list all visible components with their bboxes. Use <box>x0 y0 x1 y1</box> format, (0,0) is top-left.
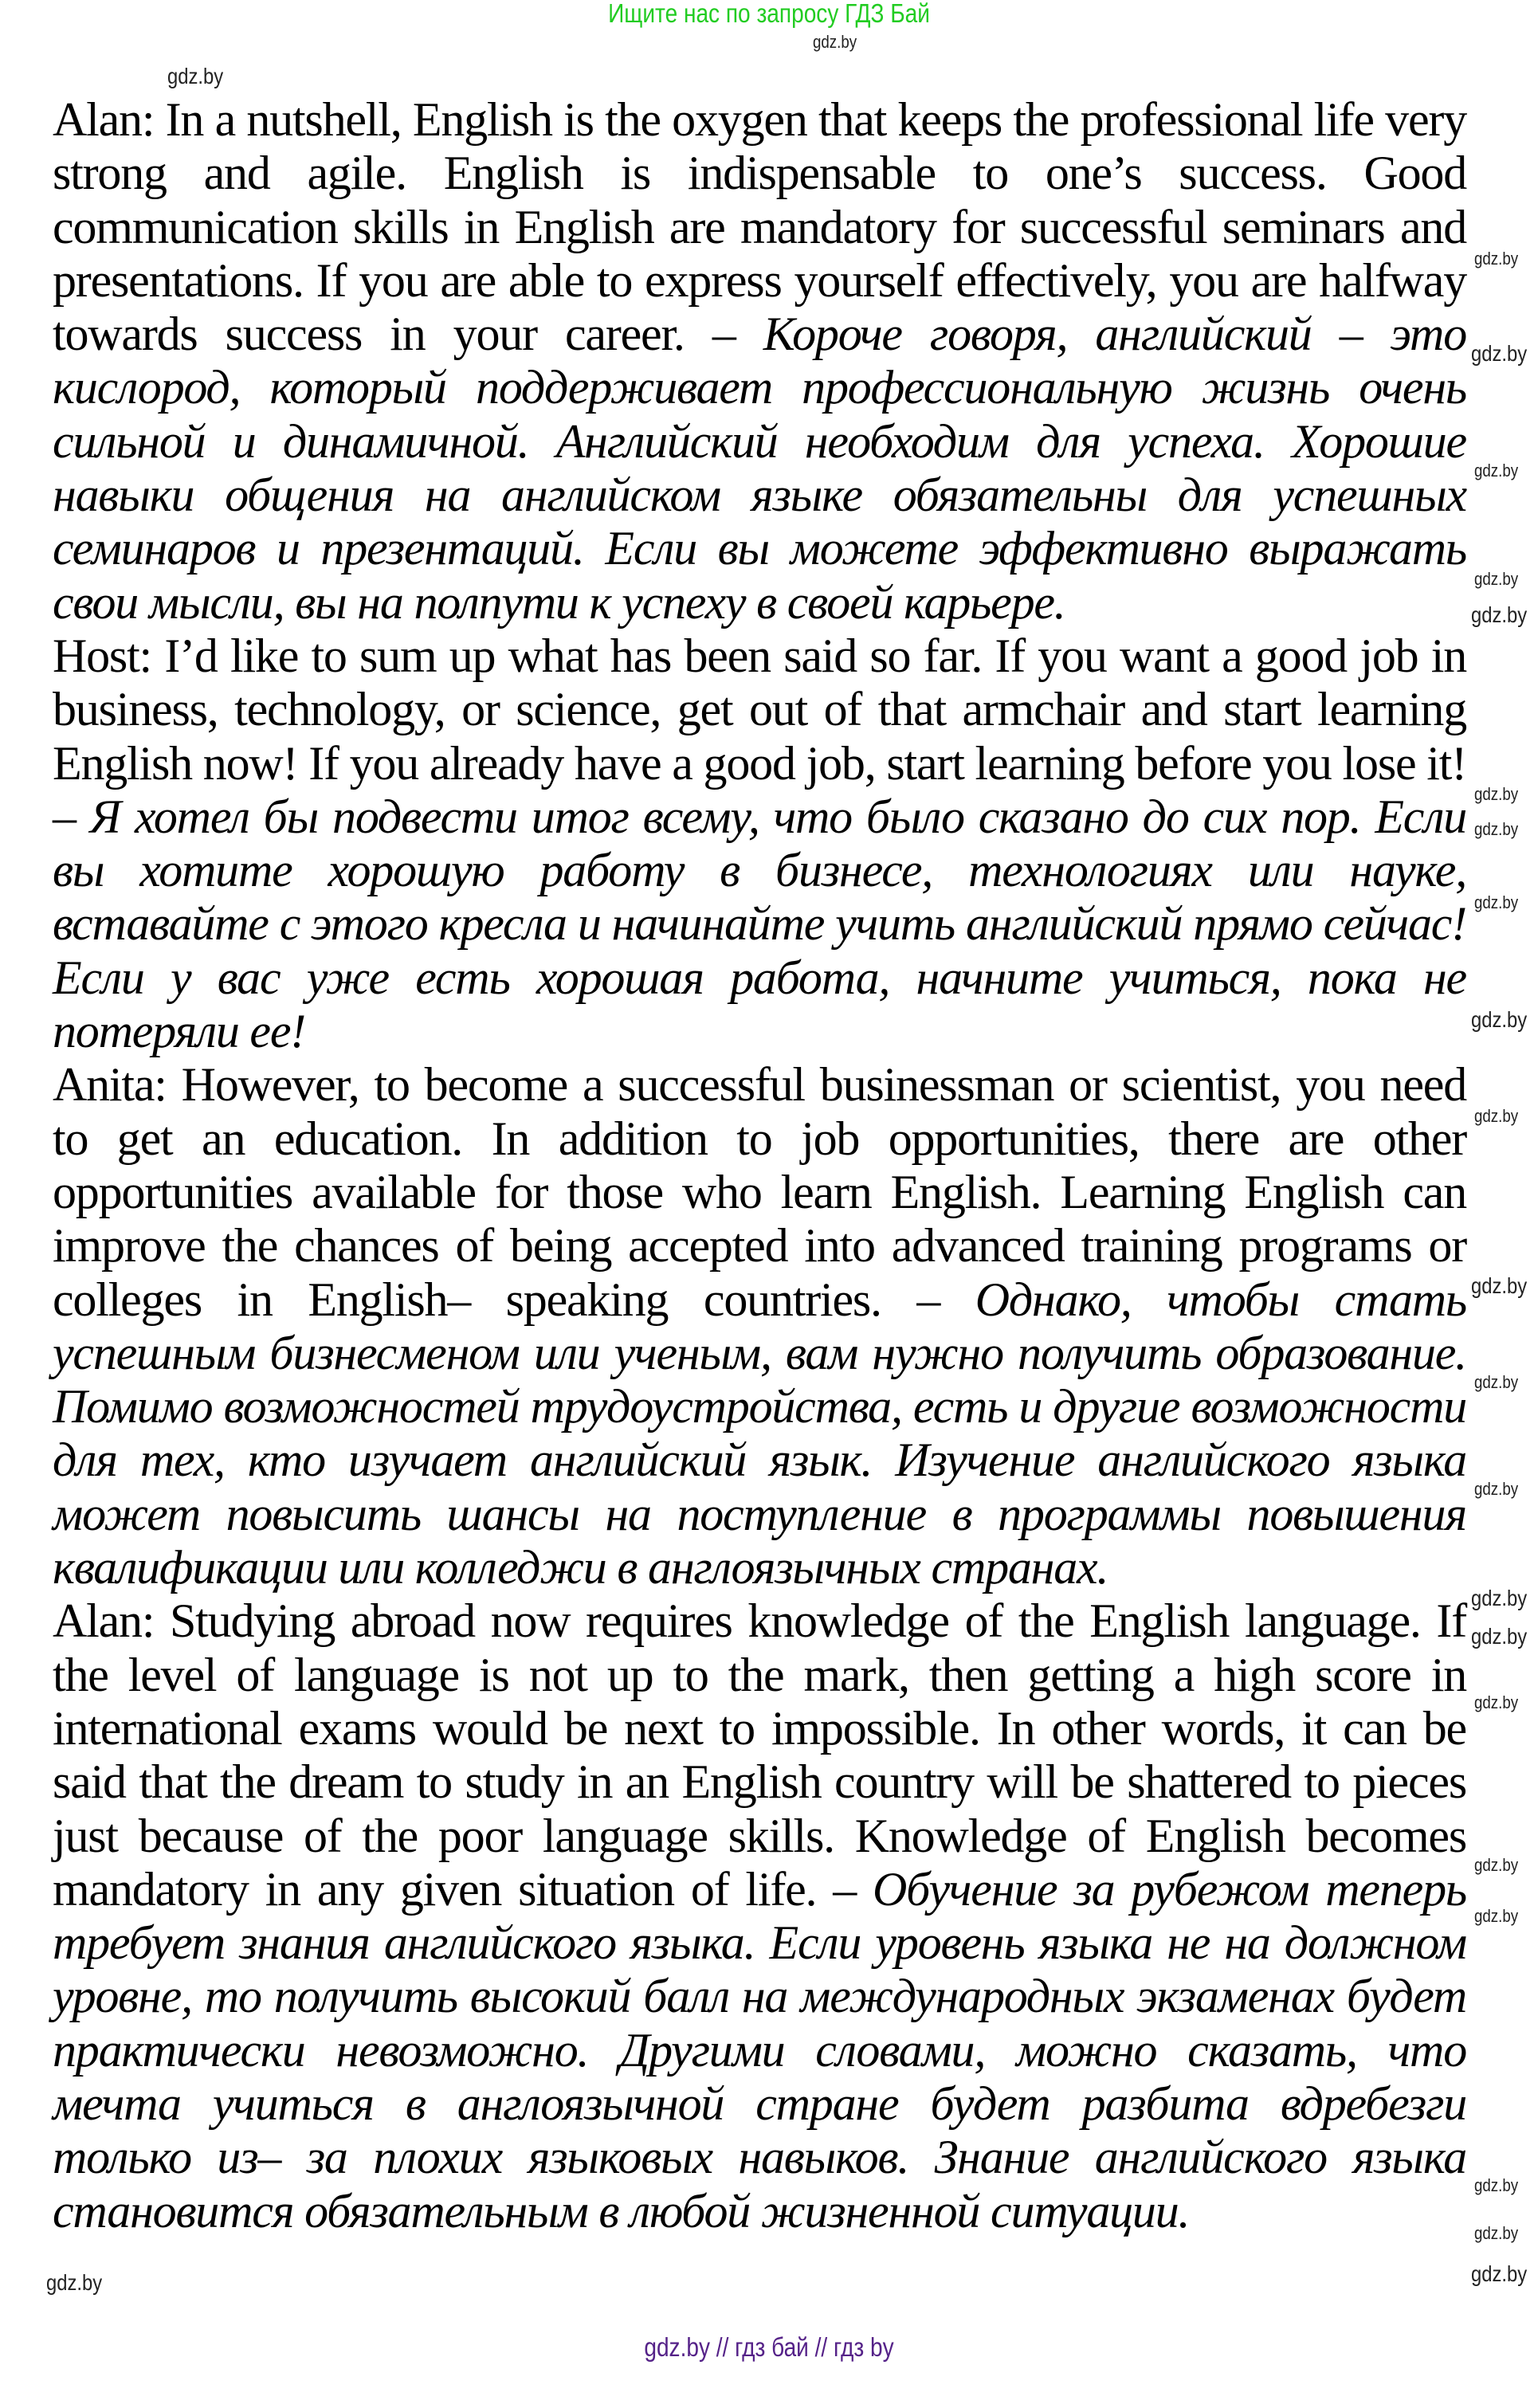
watermark: gdz.by <box>1474 784 1519 804</box>
watermark: gdz.by <box>167 64 224 88</box>
footer-links: gdz.by // гдз бай // гдз by <box>644 2332 894 2362</box>
search-banner: Ищите нас по запросу ГДЗ Бай <box>608 0 930 28</box>
page-bottom <box>0 2262 1538 2382</box>
english-text: Host: I’d like to sum up what has been said so far. If you want a good job in business, technology, or science, get out of that armchair and start learning English now! If you already have a good job, start learning before you lose it! – <box>53 629 1466 843</box>
russian-translation: Короче говоря, английский – это кислород, который поддерживает профессиональную жизнь очень сильной и динамичной. Английский необходим для успеха. Хорошие навыки общения на английском языке обязательны для успешных семинаров и презентаций. Если вы можете эффективно выражать свои мысли, вы на полпути к успеху в своей карьере. <box>53 308 1466 629</box>
watermark: gdz.by <box>1474 569 1519 589</box>
watermark: gdz.by <box>1474 1106 1519 1126</box>
watermark: gdz.by <box>1474 819 1519 839</box>
watermark: gdz.by <box>1474 2175 1519 2195</box>
english-text: Anita: However, to become a successful businessman or scientist, you need to get an education. In addition to job opportunities, there are other opportunities available for those who learn English. Learning English can improve the chances of being accepted into advanced training programs or colleges in English– speaking countries. – <box>53 1058 1466 1326</box>
watermark: gdz.by <box>1474 249 1519 269</box>
watermark: gdz.by <box>1471 1273 1528 1298</box>
watermark: gdz.by <box>1471 1586 1528 1610</box>
english-text: Alan: Studying abroad now requires knowledge of the English language. If the level of language is not up to the mark, then getting a high score in international exams would be next to impossible. In other words, it can be said that the dream to study in an English country will be shattered to pieces just because of the poor language skills. Knowledge of English becomes mandatory in any given situation of life. – <box>53 1594 1466 1916</box>
watermark: gdz.by <box>1474 1692 1519 1712</box>
watermark: gdz.by <box>46 2269 103 2295</box>
watermark: gdz.by <box>1474 461 1519 480</box>
paragraph-alan-2 <box>53 1594 1466 2238</box>
paragraph-host <box>53 629 1466 1058</box>
watermark: gdz.by <box>1471 341 1528 366</box>
russian-translation: Однако, чтобы стать успешным бизнесменом или ученым, вам нужно получить образование. Помимо возможностей трудоустройства, есть и другие возможности для тех, кто изучает английский язык. Изучение английского языка может повысить шансы на поступление в программы повышения квалификации или колледжи в англоязычных странах. <box>53 1273 1466 1594</box>
watermark: gdz.by <box>1474 1906 1519 1926</box>
watermark: gdz.by <box>1474 1372 1519 1392</box>
watermark: gdz.by <box>813 32 857 52</box>
watermark: gdz.by <box>1471 602 1528 627</box>
watermark: gdz.by <box>1471 1624 1528 1649</box>
watermark: gdz.by <box>1471 1007 1528 1032</box>
dialogue-text <box>53 0 1466 2238</box>
english-text: Alan: In a nutshell, English is the oxygen that keeps the professional life very strong and agile. English is indispensable to one’s success. Good communication skills in English are mandatory for successful seminars and presentations. If you are able to express yourself effectively, you are halfway towards success in your career. – <box>53 93 1466 361</box>
russian-translation: Обучение за рубежом теперь требует знания английского языка. Если уровень языка не на должном уровне, то получить высокий балл на международных экзаменах будет практически невозможно. Другими словами, можно сказать, что мечта учиться в англоязычной стране будет разбита вдребезги только из– за плохих языковых навыков. Знание английского языка становится обязательным в любой жизненной ситуации. <box>53 1862 1466 2237</box>
paragraph-alan-1 <box>53 93 1466 629</box>
watermark: gdz.by <box>1474 1479 1519 1499</box>
watermark: gdz.by <box>1471 2261 1528 2286</box>
watermark: gdz.by <box>1474 1855 1519 1875</box>
paragraph-anita <box>53 1058 1466 1594</box>
watermark: gdz.by <box>1474 2223 1519 2243</box>
watermark: gdz.by <box>1474 892 1519 912</box>
russian-translation: Я хотел бы подвести итог всему, что было сказано до сих пор. Если вы хотите хорошую работу в бизнесе, технологиях или науке, вставайте с этого кресла и начинайте учить английский прямо сейчас! Если у вас уже есть хорошая работа, начните учиться, пока не потеряли ее! <box>53 790 1466 1058</box>
